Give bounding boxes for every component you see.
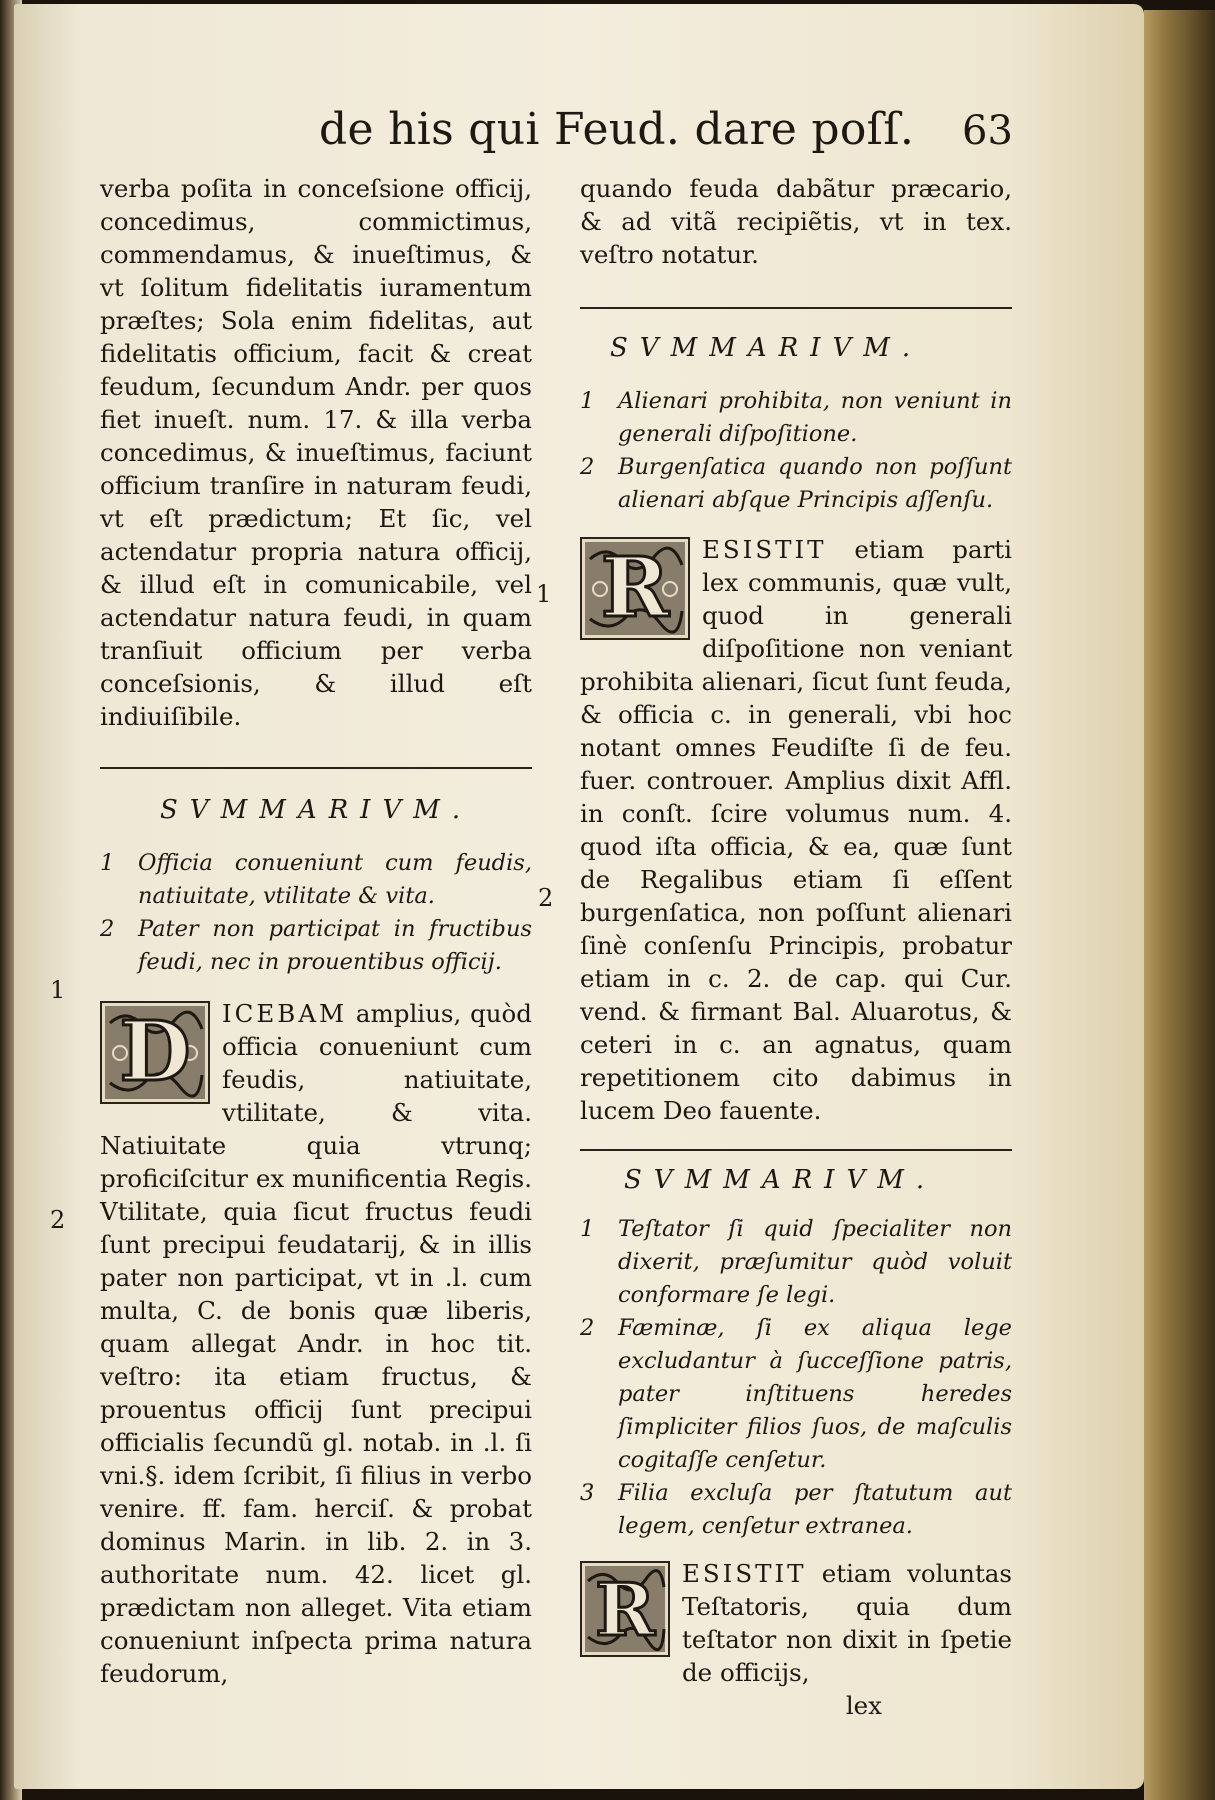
summary-number: 1 (580, 1216, 595, 1242)
summary-number: 2 (100, 916, 115, 942)
summary-list (580, 385, 1012, 517)
left-column (100, 172, 532, 1690)
page-header (14, 104, 1159, 164)
paragraph-text: amplius, quòd officia conueniunt cum feudis, natiuitate, vtilitate, & vita. Natiuitate quia vtrunq; proficiſcitur ex munificentia Regis. Vtilitate, quia ſicut fructus feudi ſunt precipui feudatarij, & in illis pater non participat, vt in .l. cum multa, C. de bonis quæ liberis, quam allegat Andr. in hoc tit. veſtro: ita etiam fructus, & prouentus officij ſunt precipui officialis ſecundũ gl. notab. in .l. ſi vni.§. idem ſcribit, ſi filius in verbo venire. ff. fam. herciſ. & probat dominus Marin. in lib. 2. in 3. authoritate num. 42. licet gl. prædictam non alleget. Vita etiam conueniunt inſpecta prima natura feudorum, (100, 999, 532, 1688)
continuation-text: quando feuda dabãtur præcario, & ad vitã recipiẽtis, vt in tex. veſtro notatur. (580, 174, 1012, 269)
continuation-text: verba poſita in conceſsione officij, concedimus, commictimus, commendamus, & inueſtimus, & vt ſolitum fidelitatis iuramentum præſtes; Sola enim fidelitas, aut fidelitatis officium, facit & creat feudum, ſecundum Andr. per quos fiet inueſt. num. 17. & illa verba concedimus, & inueſtimus, faciunt officium tranſire in naturam feudi, vt eſt prædictum; Et ſic, vel actendatur propria natura officij, & illud eſt in comunicabile, vel actendatur natura feudi, in quam tranſiuit officium per verba conceſsionis, & illud eſt indiuiſibile. (100, 174, 532, 731)
margin-note-number: 1 (536, 580, 552, 608)
summary-number: 2 (580, 454, 595, 480)
initial-letter: D (119, 1004, 191, 1100)
section-rule (580, 1149, 1012, 1151)
page-number: 63 (962, 108, 1013, 154)
summary-item (580, 451, 1012, 517)
summary-text: Burgenſatica quando non poſſunt alienari abſque Principis aſſenſu. (618, 454, 1012, 513)
running-title: de his qui Feud. dare poſſ. (319, 104, 915, 155)
decorated-initial (100, 1001, 210, 1104)
summary-item (580, 1213, 1012, 1312)
summary-text: Teſtator ſi quid ſpecialiter non dixerit, præſumitur quòd voluit conformare ſe legi. (618, 1216, 1012, 1308)
summary-heading: SVMMARIVM. (610, 333, 923, 363)
initial-caps: ESISTIT (682, 1559, 807, 1588)
summary-list (100, 847, 532, 979)
summary-item (100, 913, 532, 979)
decorated-paragraph (580, 533, 1012, 1127)
section-rule (580, 307, 1012, 309)
summary-item (580, 1477, 1012, 1543)
summary-number: 3 (580, 1480, 595, 1506)
initial-caps: ICEBAM (222, 999, 348, 1028)
summary-text: Pater non participat in fructibus feudi, nec in prouentibus officij. (138, 916, 532, 975)
decorated-initial (580, 1561, 670, 1657)
summary-heading: SVMMARIVM. (160, 795, 473, 825)
summary-list (580, 1213, 1012, 1543)
summary-item (580, 1312, 1012, 1477)
summary-number: 2 (580, 1315, 595, 1341)
summary-text: Alienari prohibita, non veniunt in generali diſpoſitione. (618, 388, 1012, 447)
margin-note-number: 2 (50, 1206, 66, 1234)
paragraph-text: etiam parti lex communis, quæ vult, quod in generali diſpoſitione non veniant prohibita alienari, ſicut ſunt feuda, & officia c. in generali, vbi hoc notant omnes Feudiſte ſi de feu. fuer. controuer. Amplius dixit Affl. in conſt. ſcire volumus num. 4. quod iſta officia, & ea, quæ ſunt de Regalibus etiam ſi eſſent burgenſatica, non poſſunt alienari ſinè conſenſu Principis, probatur etiam in c. 2. de cap. qui Cur. vend. & firmant Bal. Aluarotus, & ceteri in c. an agnatus, quam repetitionem cito dabimus in lucem Deo fauente. (580, 535, 1012, 1125)
summary-heading: SVMMARIVM. (624, 1165, 937, 1195)
margin-note-number: 2 (538, 884, 554, 912)
summary-text: Officia conueniunt cum feudis, natiuitate, vtilitate & vita. (138, 850, 532, 909)
decorated-paragraph (580, 1557, 1012, 1689)
section-rule (100, 767, 532, 769)
summary-number: 1 (580, 388, 595, 414)
decorated-initial (580, 537, 690, 640)
initial-caps: ESISTIT (702, 535, 827, 564)
book-page (14, 4, 1144, 1789)
book-page-edges (1144, 10, 1215, 1800)
summary-item (580, 385, 1012, 451)
paragraph-text: etiam voluntas Teſtatoris, quia dum teſtator non dixit in ſpetie de officijs, (682, 1559, 1012, 1687)
summary-text: Filia excluſa per ſtatutum aut legem, cenſetur extranea. (618, 1480, 1012, 1539)
margin-note-number: 1 (50, 976, 66, 1004)
initial-letter: R (595, 1566, 655, 1652)
summary-item (100, 847, 532, 913)
decorated-paragraph (100, 997, 532, 1690)
initial-letter: R (600, 540, 670, 636)
right-column (580, 172, 1012, 1722)
summary-number: 1 (100, 850, 115, 876)
summary-text: Fæminæ, ſi ex aliqua lege excludantur à ſucceſſione patris, pater inſtituens heredes ſimpliciter filios ſuos, de maſculis cogitaſſe cenſetur. (618, 1315, 1012, 1473)
catchword: lex (845, 1691, 882, 1720)
